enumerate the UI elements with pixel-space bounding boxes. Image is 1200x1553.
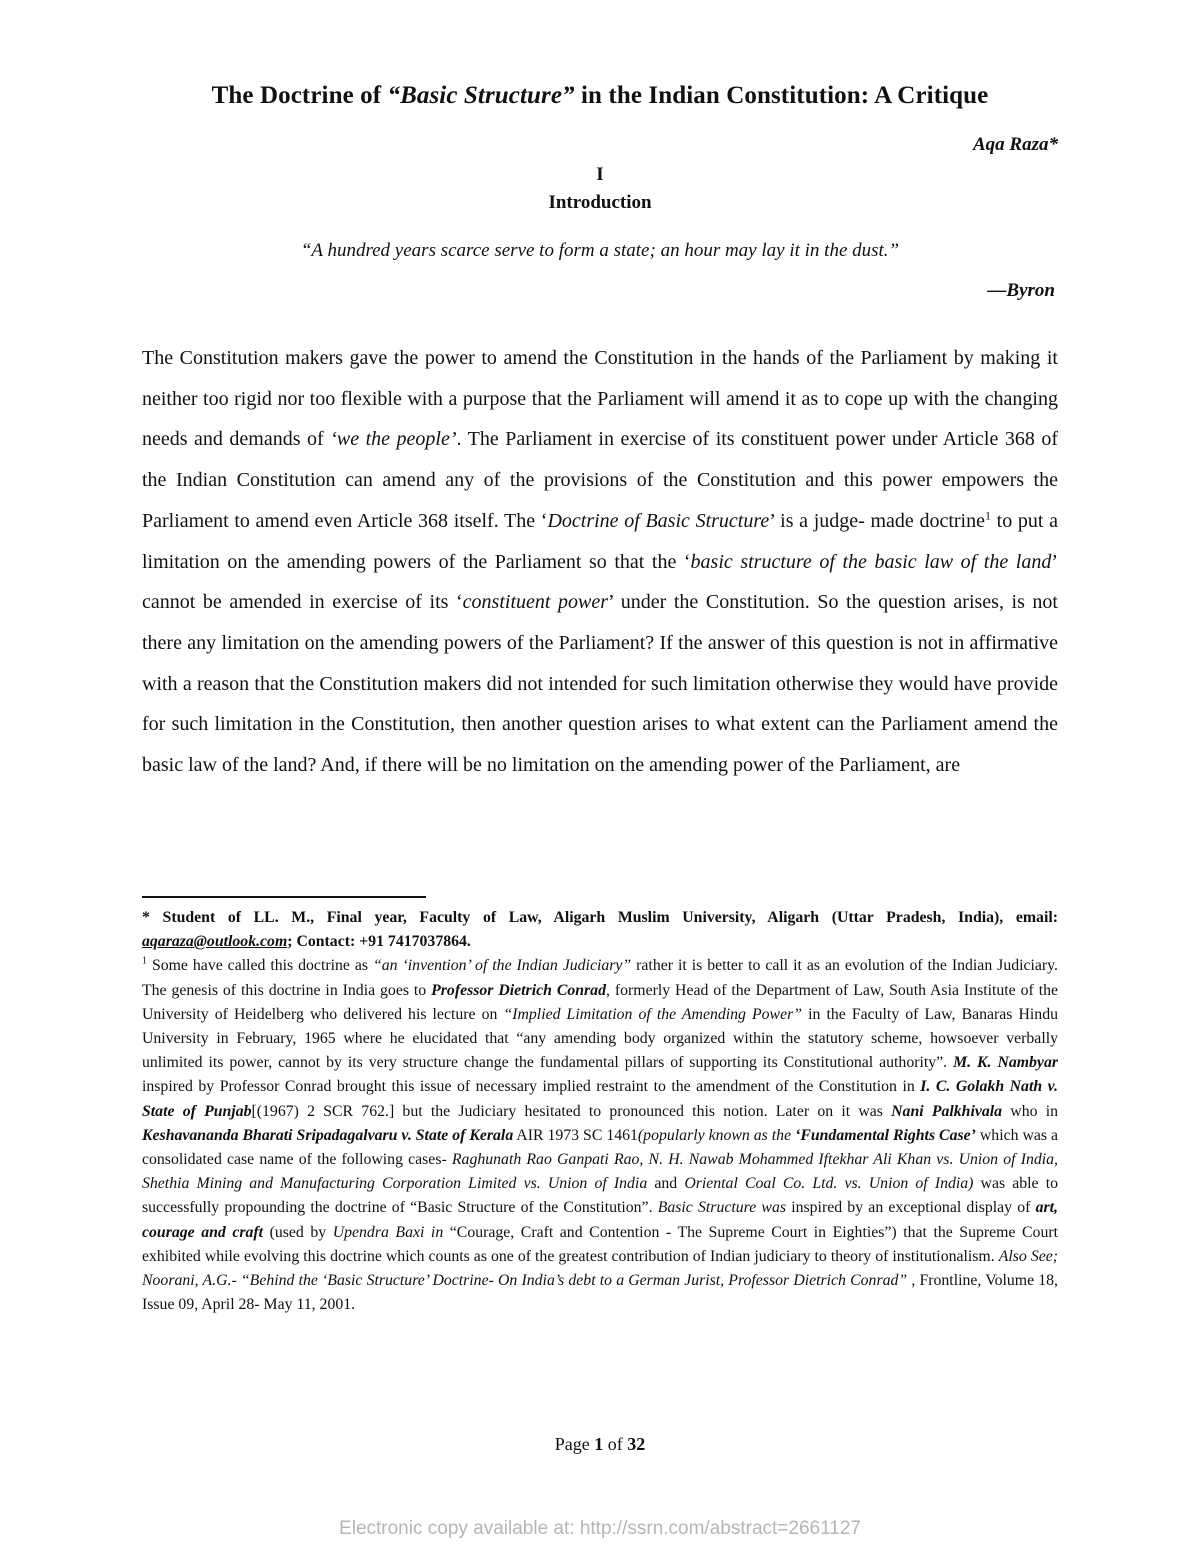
email-link[interactable]: aqaraza@outlook.com [142,933,288,951]
paper-title: The Doctrine of “Basic Structure” in the Indian Constitution: A Critique [211,82,989,109]
body-paragraph: The Constitution makers gave the power to amend the Constitution in the hands of the Parliament by making it neither too rigid nor too flexible with a purpose that the Parliament will amend it as to cope up with the changing needs and demands of ‘we the people’. The Parliament in exercise of its constituent power under Article 368 of the Indian Constitution can amend any of the provisions of the Constitution and this power empowers the Parliament to amend even Article 368 itself. The ‘Doctrine of Basic Structure’ is a judge- made doctrine$^1$ to put a limitation on the amending powers of the Parliament so that the ‘basic structure of the basic law of the land’ cannot be amended in exercise of its ‘constituent power’ under the Constitution. So the question arises, is not there any limitation on the amending powers of the Parliament? If the answer of this question is not in affirmative with a reason that the Constitution makers did not intended for such limitation otherwise they would have provide for such limitation in the Constitution, then another question arises to what extent can the Parliament amend the basic law of the land? And, if there will be no limitation on the amending power of the Parliament, are [142,347,1059,777]
footnotes [142,906,1058,1317]
author-footnote: * Student of LL. M., Final year, Faculty of Law, Aligarh Muslim University, Aligarh (Uttar Pradesh, India), email: aqaraza@outlook.com; Contact: +91 7417037864. [142,909,1058,951]
footnote-ref[interactable]: 1 [984,508,991,523]
author-name: Aqa Raza* [973,134,1058,155]
ssrn-notice[interactable]: Electronic copy available at: http://ssrn.com/abstract=2661127 [339,1518,861,1539]
section-number: I [596,164,604,185]
section-title: Introduction [548,192,652,213]
epigraph: “A hundred years scarce serve to form a state; an hour may lay it in the dust.” [300,240,900,261]
footnote-1: $^1$ Some have called this doctrine as “an ‘invention’ of the Indian Judiciary” rather it is better to call it as an evolution of the Indian Judiciary. The genesis of this doctrine in India goes to Professor Dietrich Conrad, formerly Head of the Department of Law, South Asia Institute of the University of Heidelberg who delivered his lecture on “Implied Limitation of the Amending Power” in the Faculty of Law, Banaras Hindu University in February, 1965 where he elucidated that “any amending body organized within the statutory scheme, howsoever verbally unlimited its power, cannot by its very structure change the fundamental pillars of supporting its Constitutional authority”. M. K. Nambyar inspired by Professor Conrad brought this issue of necessary implied restraint to the amendment of the Constitution in I. C. Golakh Nath v. State of Punjab[(1967) 2 SCR 762.] but the Judiciary hesitated to pronounced this notion. Later on it was Nani Palkhivala who in Keshavananda Bharati Sripadagalvaru v. State of Kerala AIR 1973 SC 1461(popularly known as the ‘Fundamental Rights Case’ which was a consolidated case name of the following cases- Raghunath Rao Ganpati Rao, N. H. Nawab Mohammed Iftekhar Ali Khan vs. Union of India, Shethia Mining and Manufacturing Corporation Limited vs. Union of India and Oriental Coal Co. Ltd. vs. Union of India) was able to successfully propounding the doctrine of “Basic Structure of the Constitution”. Basic Structure was inspired by an exceptional display of art, courage and craft (used by Upendra Baxi in “Courage, Craft and Contention - The Supreme Court in Eighties”) that the Supreme Court exhibited while evolving this doctrine which counts as one of the greatest contribution of Indian judiciary to theory of institutionalism. Also See; Noorani, A.G.- “Behind the ‘Basic Structure’ Doctrine- On India’s debt to a German Jurist, Professor Dietrich Conrad” , Frontline, Volume 18, Issue 09, April 28- May 11, 2001. [142,956,1059,1314]
footnote-divider [142,896,426,898]
epigraph-author: —Byron [987,280,1055,301]
page-number: Page 1 of 32 [554,1434,646,1454]
